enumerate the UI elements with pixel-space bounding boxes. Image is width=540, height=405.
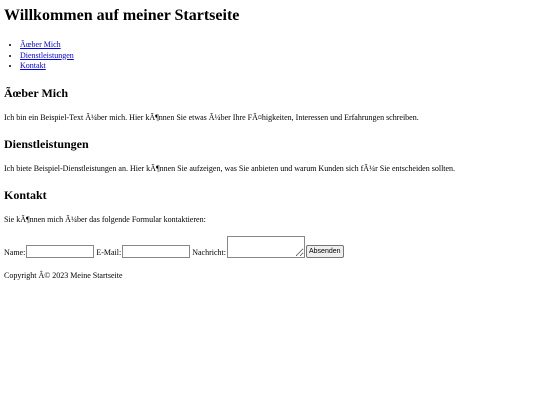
- name-label: Name:: [4, 248, 26, 257]
- submit-button[interactable]: Absenden: [306, 245, 344, 258]
- message-label: Nachricht:: [192, 248, 226, 257]
- footer-copyright: Copyright Â© 2023 Meine Startseite: [4, 271, 123, 280]
- about-text: Ich bin ein Beispiel-Text Ã¼ber mich. Hier kÃ¶nnen Sie etwas Ã¼ber Ihre FÃ¤higkeiten, Interessen und Erfahrungen schreiben.: [4, 113, 419, 122]
- email-label: E-Mail:: [96, 248, 122, 257]
- nav-item-contact: [20, 61, 74, 72]
- nav-link-services[interactable]: Dienstleistungen: [20, 50, 74, 60]
- contact-form: [4, 236, 344, 258]
- contact-heading: Kontakt: [4, 188, 47, 202]
- services-text: Ich biete Beispiel-Dienstleistungen an. Hier kÃ¶nnen Sie aufzeigen, was Sie anbieten und warum Kunden sich fÃ¼r Sie entscheiden sollten.: [4, 164, 456, 173]
- contact-text: Sie kÃ¶nnen mich Ã¼ber das folgende Formular kontaktieren:: [4, 215, 206, 224]
- about-heading: Ãœber Mich: [4, 86, 69, 100]
- email-input[interactable]: [122, 245, 190, 258]
- page-title: Willkommen auf meiner Startseite: [4, 7, 240, 24]
- nav-item-about: [20, 40, 74, 51]
- nav-list: [4, 40, 74, 72]
- name-input[interactable]: [26, 245, 94, 258]
- message-textarea[interactable]: [227, 236, 305, 258]
- nav-link-about[interactable]: Ãœber Mich: [20, 40, 61, 49]
- nav-item-services: [20, 51, 74, 62]
- nav-link-contact[interactable]: Kontakt: [20, 61, 46, 71]
- services-heading: Dienstleistungen: [4, 137, 89, 151]
